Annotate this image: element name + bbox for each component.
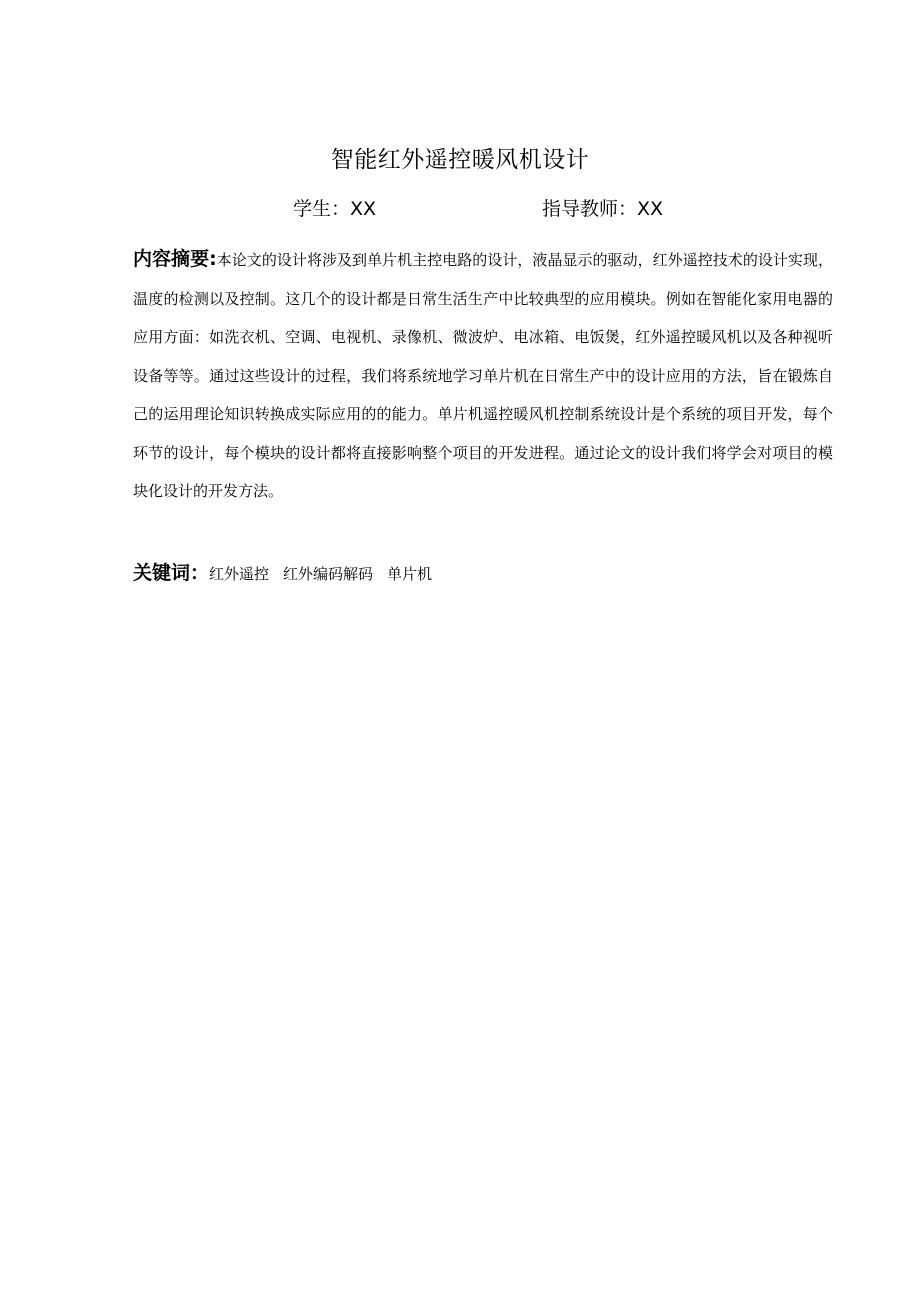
abstract-label: 内容摘要: [133,248,217,270]
abstract-section [133,240,833,511]
abstract-text: 本论文的设计将涉及到单片机主控电路的设计，液晶显示的驱动，红外遥控技术的设计实现，温度的检测以及控制。这几个的设计都是日常生活生产中比较典型的应用模块。例如在智能化家用电器的应用方面：如洗衣机、空调、电视机、录像机、微波炉、电冰箱、电饭煲，红外遥控暖风机以及各种视听设备等等。通过这些设计的过程，我们将系统地学习单片机在日常生产中的设计应用的方法，旨在锻炼自己的运用理论知识转换成实际应用的的能力。单片机遥控暖风机控制系统设计是个系统的项目开发，每个环节的设计，每个模块的设计都将直接影响整个项目的开发进程。通过论文的设计我们将学会对项目的模块化设计的开发方法。 [133,251,833,500]
advisor-name: 指导教师：XX [542,198,664,220]
keyword-item: 红外遥控 [209,565,270,583]
keywords-section [133,556,833,591]
student-name: 学生：XX [293,198,377,220]
keywords-label: 关键词： [133,562,210,584]
paper-title: 智能红外遥控暖风机设计 [330,147,590,173]
author-line [0,192,920,226]
keyword-item: 单片机 [387,565,433,583]
keyword-item: 红外编码解码 [283,565,374,583]
